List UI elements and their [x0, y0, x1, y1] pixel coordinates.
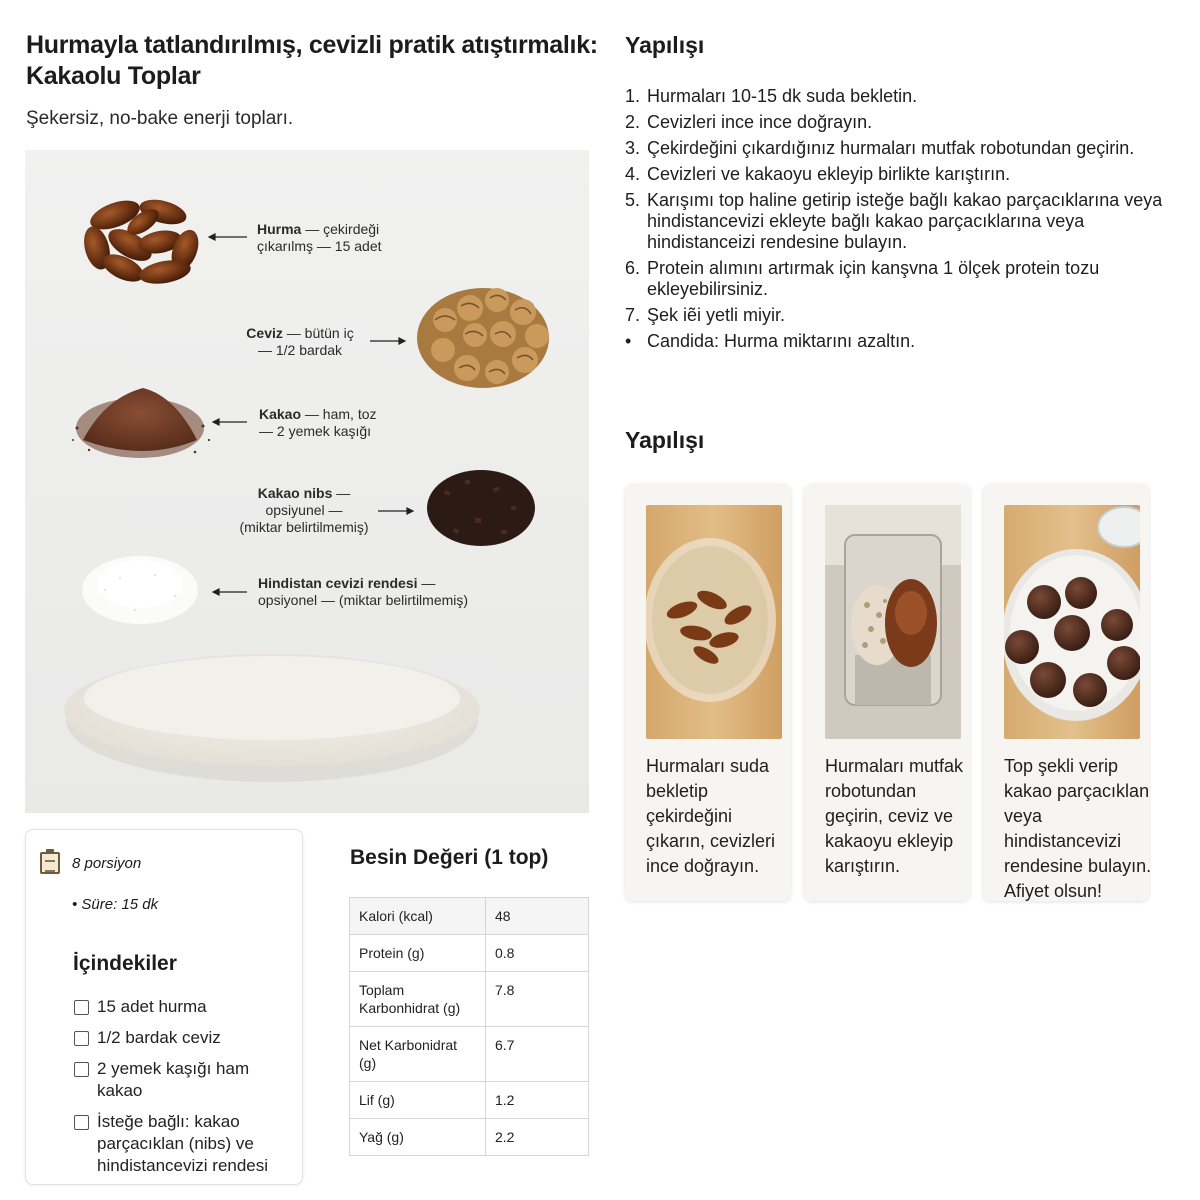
step-number: 6.: [625, 258, 641, 278]
nutrient-value: 6.7: [486, 1027, 589, 1082]
step-text: Cevizleri ince ince doğrayın.: [647, 112, 873, 132]
dates-pile: [80, 195, 204, 288]
ingredient-item: [74, 1027, 294, 1049]
step-text: Şek iẽi yetli miyir.: [647, 305, 786, 325]
page-subtitle: Şekersiz, no-bake enerji topları.: [26, 108, 294, 129]
step-caption: Hurmaları suda bekletip çekirdeğini çıkarın, cevizleri ince doğrayın.: [646, 756, 776, 876]
step-item: [625, 190, 1170, 253]
ingredient-text: İsteğe bağlı: kakao parçacıklan (nibs) ve hindistancevizi rendesi: [97, 1112, 269, 1175]
clipboard-icon: [40, 852, 60, 874]
table-row: [350, 935, 589, 972]
step-item: [625, 86, 1170, 107]
ingredient-text: 15 adet hurma: [97, 997, 207, 1016]
ingredient-text: 2 yemek kaşığı ham kakao: [97, 1059, 250, 1100]
coconut-pile: [82, 556, 198, 624]
step-item: [625, 164, 1170, 185]
nutrient-name: Yağ (g): [350, 1119, 486, 1156]
steps-list: [625, 86, 1170, 357]
nutrient-value: 7.8: [486, 972, 589, 1027]
step-number: 4.: [625, 164, 641, 184]
ingredient-text: 1/2 bardak ceviz: [97, 1028, 221, 1047]
ingredient-checkbox[interactable]: [74, 1062, 89, 1077]
table-row: [350, 1027, 589, 1082]
ingredient-label-dates: Hurma — çekirdeği çıkarılmş — 15 adet: [257, 221, 382, 254]
step-number: 3.: [625, 138, 641, 158]
step-caption: Hurmaları mutfak robotundan geçirin, ceviz ve kakaoyu ekleyip karıştırın.: [825, 756, 964, 876]
ingredient-checkbox[interactable]: [74, 1031, 89, 1046]
step-number: 7.: [625, 305, 641, 325]
ingredient-checkbox[interactable]: [74, 1115, 89, 1130]
nutrient-name: Toplam Karbonhidrat (g): [350, 972, 486, 1027]
photo-steps-title: Yapılışı: [625, 427, 705, 453]
step-text: Karışımı top haline getirip isteğe bağlı kakao parçacıklarına veya hindistancevizi ekleyte bağlı kakao parçacıklarına veya hindistanceizi rendesine bulayın.: [647, 190, 1163, 252]
step-item: [625, 331, 1170, 352]
step-photo-food-processor: [825, 505, 961, 739]
step-number: 1.: [625, 86, 641, 106]
page-title: Hurmayla tatlandırılmış, cevizli pratik atıştırmalık: Kakaolu Toplar: [26, 31, 598, 90]
nutrition-table: [349, 897, 589, 1156]
cacao-nibs-pile: [427, 470, 535, 546]
ingredient-item: [74, 996, 294, 1018]
ingredient-label-coconut: Hindistan cevizi rendesi — opsiyonel — (miktar belirtilmemiş): [258, 575, 469, 608]
nutrient-value: 48: [486, 898, 589, 935]
step-text: Hurmaları 10-15 dk suda bekletin.: [647, 86, 918, 106]
step-item: [625, 305, 1170, 326]
step-number: 2.: [625, 112, 641, 132]
ingredient-label-walnut: Ceviz — bütün iç — 1/2 bardak: [246, 325, 354, 358]
nutrient-name: Lif (g): [350, 1082, 486, 1119]
nutrient-name: Protein (g): [350, 935, 486, 972]
ingredients-title: İçindekiler: [73, 952, 177, 975]
photo-step-card-2: [804, 484, 970, 901]
nutrient-name: Kalori (kcal): [350, 898, 486, 935]
ingredients-checklist: [74, 996, 294, 1186]
ingredient-item: [74, 1111, 294, 1177]
steps-title: Yapılışı: [625, 32, 705, 58]
step-photo-soaking-dates: [646, 505, 782, 739]
step-text: Candida: Hurma miktarını azaltın.: [647, 331, 916, 351]
step-text: Çekirdeğini çıkardığınız hurmaları mutfak robotundan geçirin.: [647, 138, 1135, 158]
nutrient-value: 1.2: [486, 1082, 589, 1119]
plate: [64, 654, 480, 782]
time-text: • Süre: 15 dk: [72, 896, 159, 913]
nutrient-value: 2.2: [486, 1119, 589, 1156]
table-row: [350, 1119, 589, 1156]
step-item: [625, 112, 1170, 133]
ingredient-label-cacao-nibs: Kakao nibs — opsiyunel — (miktar belirtilmemiş): [239, 485, 369, 535]
step-number: •: [625, 331, 632, 351]
cocoa-powder-pile: [72, 388, 210, 458]
step-number: 5.: [625, 190, 641, 210]
ingredient-label-cocoa: Kakao — ham, toz — 2 yemek kaşığı: [259, 406, 377, 439]
ingredient-item: [74, 1058, 294, 1102]
table-row: [350, 898, 589, 935]
recipe-info-card: [25, 829, 303, 1185]
ingredients-photo: [25, 150, 589, 813]
table-row: [350, 1082, 589, 1119]
nutrition-title: Besin Değeri (1 top): [350, 846, 549, 869]
photo-step-card-1: [625, 484, 791, 901]
step-photo-finished-balls: [1004, 505, 1140, 739]
walnut-pile: [417, 288, 549, 388]
step-text: Protein alımını artırmak için kanşvna 1 ölçek protein tozu ekleyebilirsiniz.: [647, 258, 1100, 299]
step-caption: Top şekli verip kakao parçacıklan veya hindistancevizi rendesine bulayın. Afiyet olsun!: [1004, 756, 1152, 901]
photo-step-card-3: [983, 484, 1152, 901]
nutrient-value: 0.8: [486, 935, 589, 972]
portion-row: [40, 852, 141, 874]
step-item: [625, 258, 1170, 300]
nutrient-name: Net Karbonidrat (g): [350, 1027, 486, 1082]
step-text: Cevizleri ve kakaoyu ekleyip birlikte karıştırın.: [647, 164, 1011, 184]
ingredient-checkbox[interactable]: [74, 1000, 89, 1015]
table-row: [350, 972, 589, 1027]
step-item: [625, 138, 1170, 159]
portion-text: 8 porsiyon: [72, 854, 142, 872]
